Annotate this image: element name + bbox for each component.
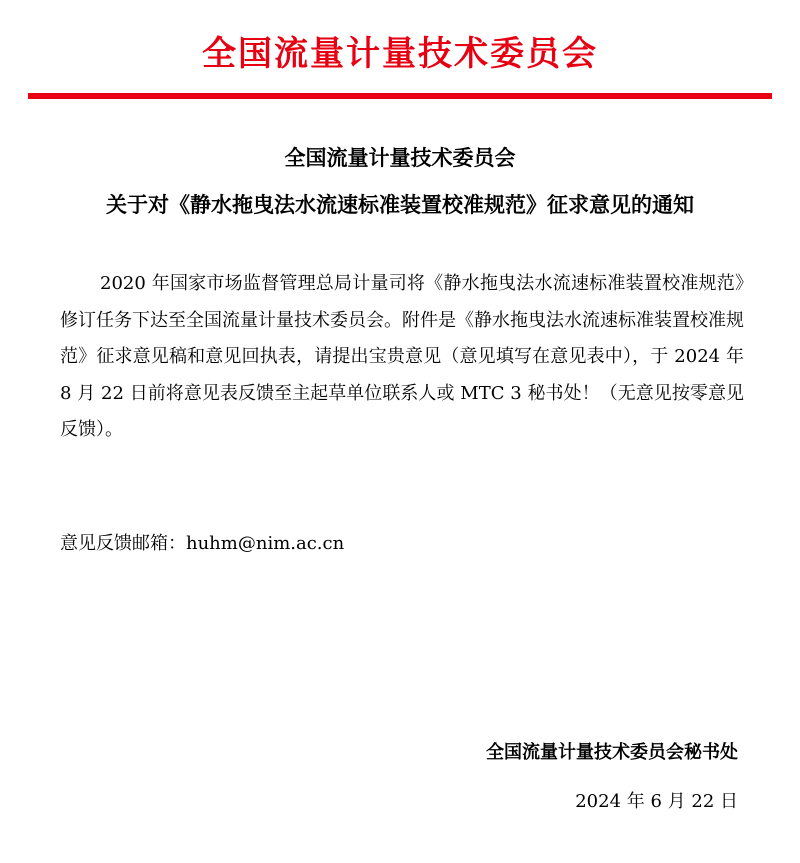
feedback-email-line [60,529,344,559]
notice-body: 2020 年国家市场监督管理总局计量司将《静水拖曳法水流速标准装置校准规范》修订任务下达至全国流量计量技术委员会。附件是《静水拖曳法水流速标准装置校准规范》征求意见稿和意见回执表，请提出宝贵意见（意见填写在意见表中），于 2024 年 8 月 22 日前将意见表反馈至主起草单位联系人或 MTC 3 秘书处！（无意见按零意见反馈）。 [60,273,744,440]
feedback-email-label: 意见反馈邮箱： [60,533,186,554]
feedback-email-address[interactable]: huhm@nim.ac.cn [186,533,345,554]
letterhead-divider [28,93,772,99]
signature-date: 2024 年 6 月 22 日 [575,791,738,812]
notice-title: 关于对《静水拖曳法水流速标准装置校准规范》征求意见的通知 [106,193,694,217]
letterhead-title: 全国流量计量技术委员会 [202,34,598,74]
notice-issuer: 全国流量计量技术委员会 [284,146,516,170]
signature-org: 全国流量计量技术委员会秘书处 [486,742,738,763]
